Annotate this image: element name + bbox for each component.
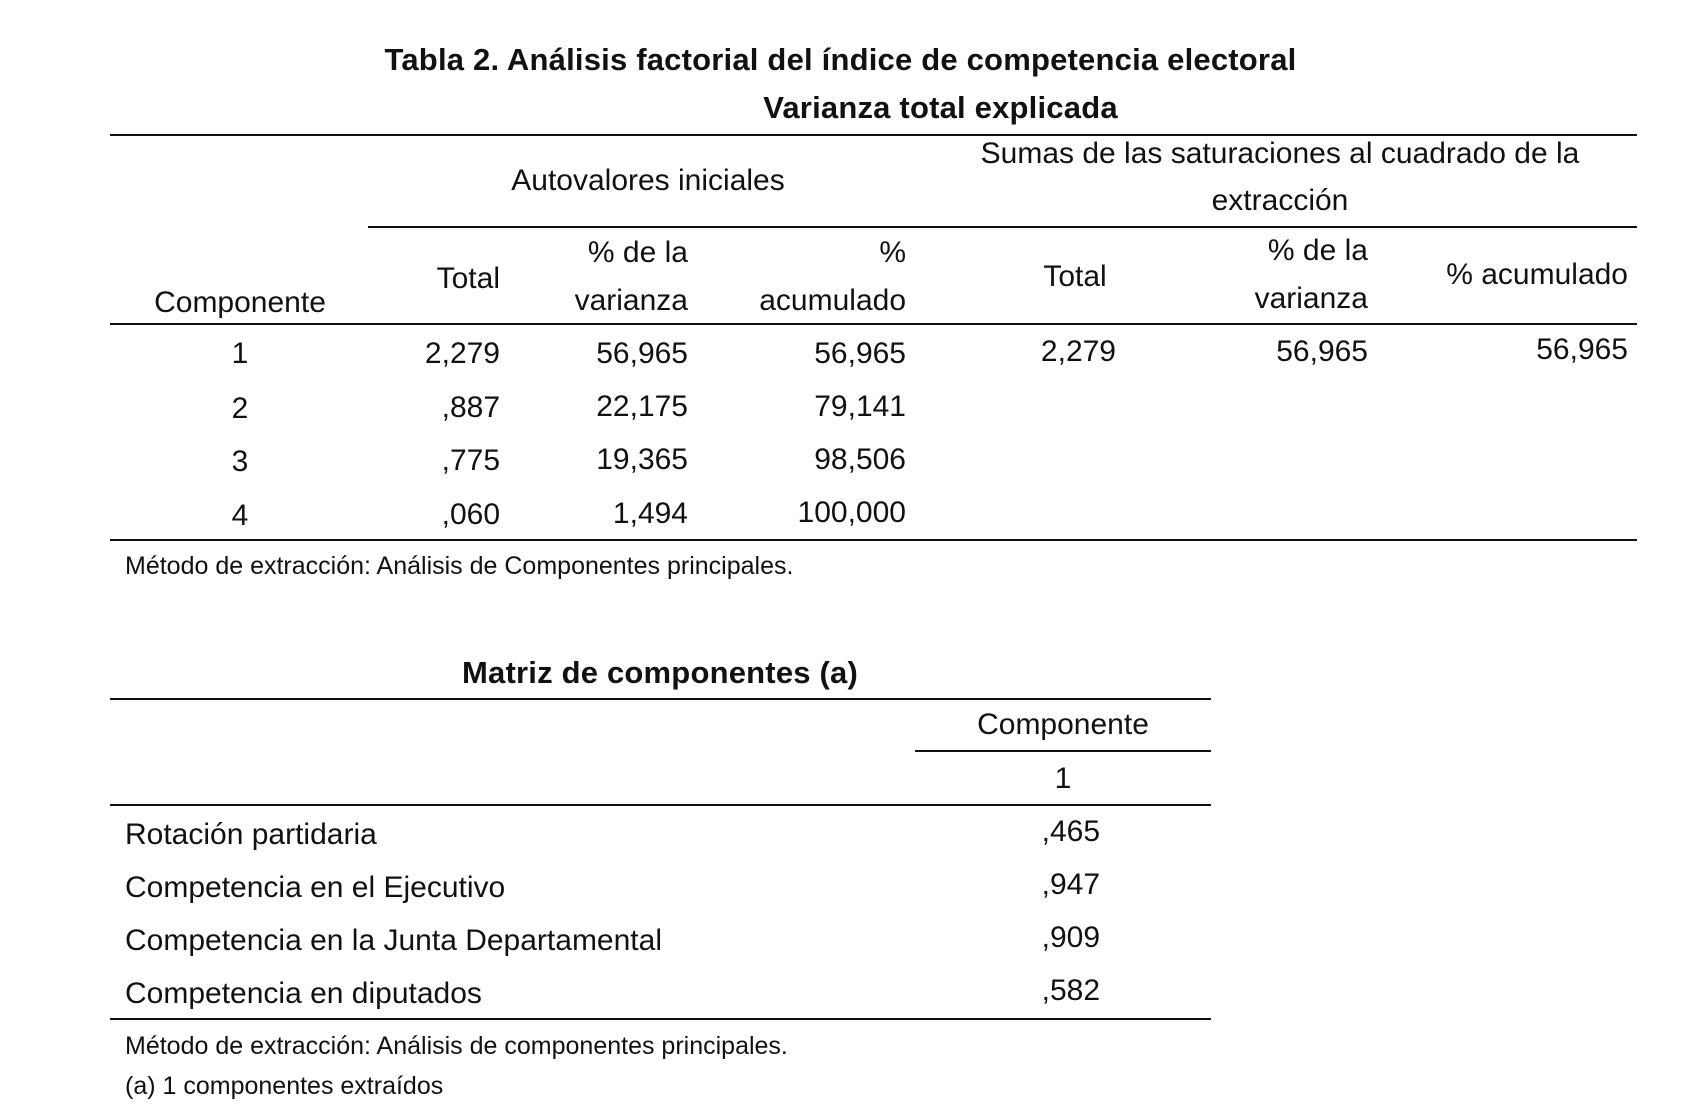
table1-note: Método de extracción: Análisis de Componentes principales. [125,552,794,580]
table1-group-rule [368,226,1637,228]
table2-header-component: Componente [977,708,1149,741]
matrix-row2-label: Competencia en el Ejecutivo [125,871,506,904]
header-ext-total: Total [1043,260,1107,293]
matrix-row4-value: ,582 [1041,974,1100,1007]
matrix-row4-label: Competencia en diputados [125,977,482,1010]
row1-ext-total: 2,279 [1040,335,1116,368]
header-component: Componente [154,286,326,319]
row2-component: 2 [231,392,249,425]
header-pct-acc-2: acumulado [759,284,906,317]
header-ext-pct-acc: % acumulado [1446,258,1628,291]
row1-pct-acc: 56,965 [814,337,906,370]
table2-title: Matriz de componentes (a) [462,655,858,690]
row1-ext-pct-acc: 56,965 [1536,333,1628,366]
row4-pct-var: 1,494 [612,497,688,530]
row3-pct-var: 19,365 [596,443,688,476]
table2-component-rule [915,750,1211,752]
row1-ext-pct-var: 56,965 [1276,335,1368,368]
matrix-row1-label: Rotación partidaria [125,818,377,851]
header-total: Total [436,262,500,295]
table2-note-method: Método de extracción: Análisis de componentes principales. [125,1032,788,1060]
row1-total: 2,279 [424,337,500,370]
table1-bottom-rule [110,539,1637,541]
matrix-row3-value: ,909 [1041,921,1100,954]
table2-note-components: (a) 1 componentes extraídos [125,1072,444,1100]
table1-title: Tabla 2. Análisis factorial del índice de competencia electoral [384,42,1297,77]
matrix-row1-value: ,465 [1041,815,1100,848]
matrix-row3-label: Competencia en la Junta Departamental [125,924,662,957]
header-ext-pct-var-2: varianza [1254,282,1368,315]
table1-top-rule [110,134,1637,136]
group-initial-eigenvalues: Autovalores iniciales [511,164,785,197]
table2-header-rule [110,804,1211,806]
header-pct-var-1: % de la [587,236,688,269]
row1-pct-var: 56,965 [596,337,688,370]
row1-component: 1 [231,337,249,370]
header-pct-var-2: varianza [574,284,688,317]
matrix-row2-value: ,947 [1041,868,1100,901]
table1-header-rule [110,323,1637,325]
table2-header-number: 1 [1054,762,1072,795]
row2-pct-acc: 79,141 [814,390,906,423]
group-extraction-line1: Sumas de las saturaciones al cuadrado de la [980,137,1580,170]
row4-component: 4 [231,499,249,532]
table2-top-rule [110,698,1211,700]
table1-subtitle: Varianza total explicada [763,90,1118,125]
header-ext-pct-var-1: % de la [1267,234,1368,267]
row2-total: ,887 [441,391,500,424]
row3-pct-acc: 98,506 [814,443,906,476]
row3-total: ,775 [441,444,500,477]
header-pct-acc-1: % [879,236,906,269]
row2-pct-var: 22,175 [596,390,688,423]
table2-bottom-rule [110,1018,1211,1020]
row3-component: 3 [231,445,249,478]
row4-total: ,060 [441,498,500,531]
group-extraction-line2: extracción [1211,184,1349,217]
row4-pct-acc: 100,000 [797,496,906,529]
